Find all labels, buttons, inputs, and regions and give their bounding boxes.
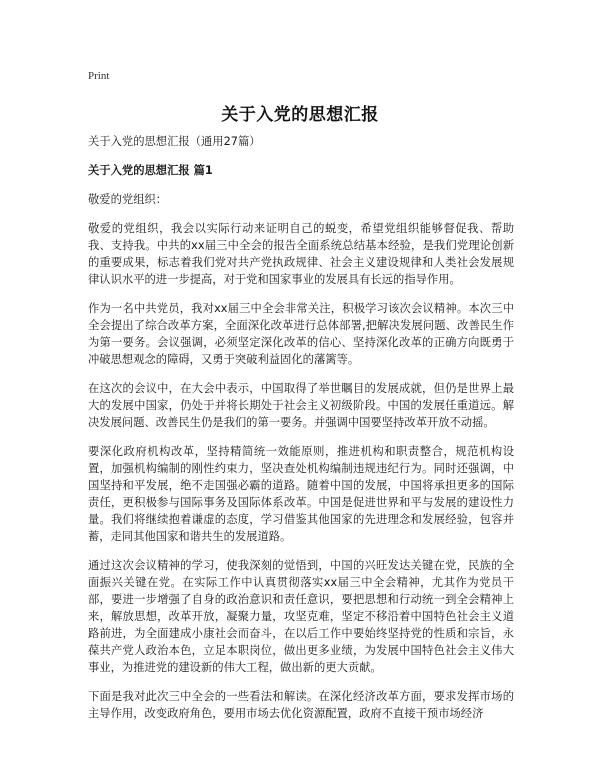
paragraph-3: 在这次的会议中，在大会中表示，中国取得了举世瞩目的发展成就，但仍是世界上最大的发展中国家，仍处于并将长期处于社会主义初级阶段。中国的发展任重道远。解决发展问题、改善民生仍是我们的第一要务。并强调中国要坚持改革开放不动摇。 (88, 382, 514, 429)
paragraph-4: 要深化政府机构改革，坚持精简统一效能原则，推进机构和职责整合，规范机构设置，加强机构编制的刚性约束力，坚决查处机构编制违规违纪行为。同时还强调，中国坚持和平发展，绝不走国强必霸的道路。随着中国的发展，中国将承担更多的国际责任，更积极参与国际事务及国际体系改革。中国是促进世界和平与发展的建设性力量。我们将继续抱着谦虚的态度，学习借鉴其他国家的先进理念和发展经验，包容并蓄，走同其他国家和谐共生的发展道路。 (88, 445, 514, 543)
document-subtitle: 关于入党的思想汇报（通用27篇） (88, 135, 261, 148)
paragraph-1: 敬爱的党组织，我会以实际行动来证明自己的蜕变，希望党组织能够督促我、帮助我、支持我。中共的xx届三中全会的报告全面系统总结基本经验，是我们党理论创新的重要成果，标志着我们党对共产党执政规律、社会主义建设规律和人类社会发展规律认识水平的进一步提高，对于党和国家事业的发展具有长远的指导作用。 (88, 222, 514, 286)
document-title: 关于入党的思想汇报 (221, 105, 379, 125)
document-body (88, 133, 514, 734)
paragraph-5: 通过这次会议精神的学习，使我深刻的觉悟到，中国的兴旺发达关键在党，民族的全面振兴关键在党。在实际工作中认真贯彻落实xx届三中全会精神，尤其作为党员干部，要进一步增强了自身的政治意识和责任意识，要把思想和行动统一到全会精神上来，解放思想，改革开放，凝聚力量，攻坚克难，坚定不移沿着中国特色社会主义道路前进，为全面建成小康社会而奋斗，在以后工作中要始终坚持党的性质和宗旨，永葆共产党人政治本色，立足本职岗位，做出更多业绩，为发展中国特色社会主义伟大事业，为推进党的建设新的伟大工程，做出新的更大贡献。 (88, 559, 514, 674)
paragraph-2: 作为一名中共党员，我对xx届三中全会非常关注，积极学习该次会议精神。本次三中全会提出了综合改革方案，全面深化改革进行总体部署,把解决发展问题、改善民生作为第一要务。会议强调，必须坚定深化改革的信心、坚持深化改革的正确方向既勇于冲破思想观念的障碍，又勇于突破利益固化的藩篱等。 (88, 302, 514, 366)
section-heading: 关于入党的思想汇报 篇1 (88, 164, 213, 177)
greeting: 敬爱的党组织： (88, 193, 168, 206)
print-label: Print (88, 70, 110, 82)
paragraph-6: 下面是我对此次三中全会的一些看法和解读。在深化经济改革方面，要求发挥市场的主导作用，改变政府角色，要用市场去优化资源配置，政府不直接干预市场经济 (88, 690, 514, 720)
